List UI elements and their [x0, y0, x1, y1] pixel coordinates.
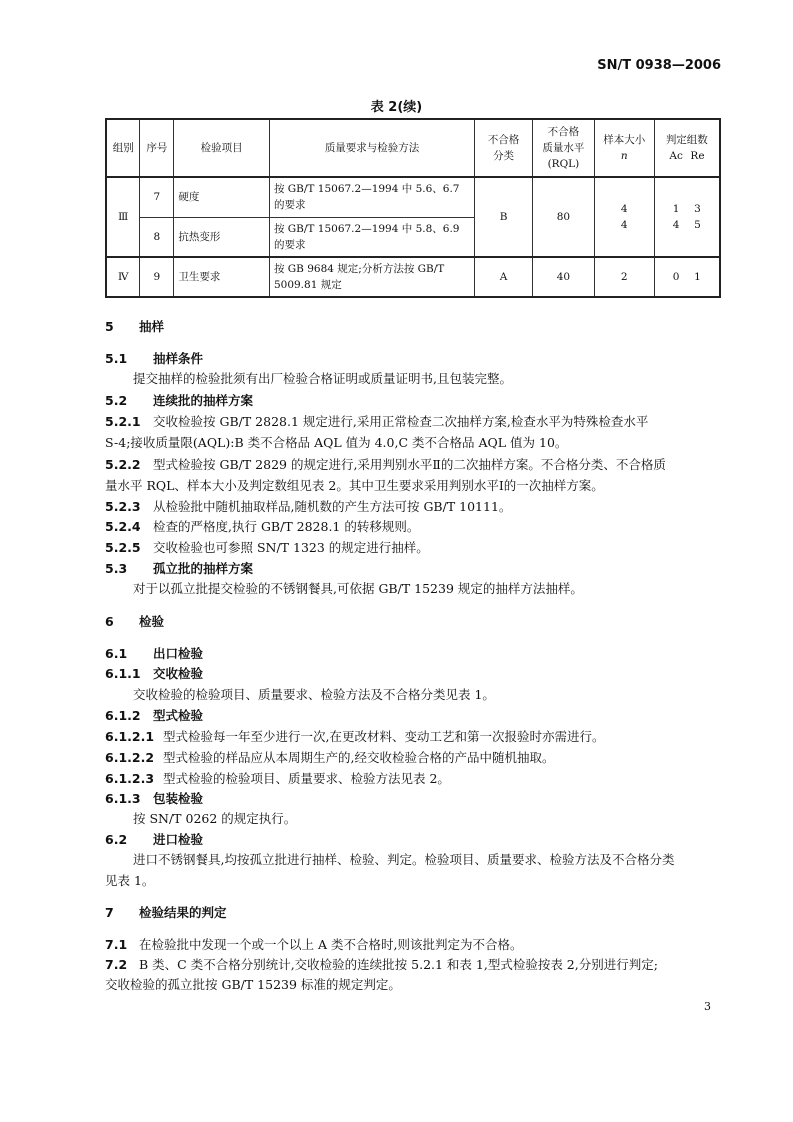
header-seq: 序号 [140, 119, 174, 177]
group-3-judge: 1 3 4 5 [654, 177, 720, 257]
paragraph: 交收检验的孤立批按 GB/T 15239 标准的规定判定。 [105, 977, 401, 992]
paragraph: 5.2.2 型式检验按 GB/T 2829 的规定进行,采用判别水平Ⅱ的二次抽样方案。不合格分类、不合格质 [105, 457, 666, 472]
paragraph: 交收检验的检验项目、质量要求、检验方法及不合格分类见表 1。 [133, 687, 495, 702]
section-heading: 5 抽样 [105, 319, 165, 334]
paragraph: 6.1.2.3 型式检验的检验项目、质量要求、检验方法见表 2。 [105, 771, 450, 786]
group-3-label: Ⅲ [106, 177, 140, 257]
paragraph: 提交抽样的检验批须有出厂检验合格证明或质量证明书,且包装完整。 [133, 371, 512, 386]
header-item: 检验项目 [174, 119, 270, 177]
paragraph: 7.1 在检验批中发现一个或一个以上 A 类不合格时,则该批判定为不合格。 [105, 937, 523, 952]
header-judge: 判定组数 Ac Re [654, 119, 720, 177]
section-heading: 6.1.2 型式检验 [105, 708, 204, 723]
group-3-rql: 80 [532, 177, 594, 257]
section-heading: 6.1.3 包装检验 [105, 791, 204, 806]
paragraph: 5.2.1 交收检验按 GB/T 2828.1 规定进行,采用正常检查二次抽样方案,检查水平为特殊检查水平 [105, 414, 649, 429]
paragraph: 5.2.4 检查的严格度,执行 GB/T 2828.1 的转移规则。 [105, 519, 420, 534]
header-group: 组别 [106, 119, 140, 177]
item-cell: 抗热变形 [174, 217, 270, 257]
item-cell: 卫生要求 [174, 257, 270, 297]
paragraph: 按 SN/T 0262 的规定执行。 [133, 811, 297, 826]
seq-cell: 8 [140, 217, 174, 257]
section-heading: 6 检验 [105, 614, 165, 629]
seq-cell: 7 [140, 177, 174, 217]
seq-cell: 9 [140, 257, 174, 297]
table-row [106, 257, 720, 297]
header-class: 不合格 分类 [475, 119, 533, 177]
requirement-cell: 按 GB 9684 规定;分析方法按 GB/T 5009.81 规定 [269, 257, 474, 297]
paragraph: 7.2 B 类、C 类不合格分别统计,交收检验的连续批按 5.2.1 和表 1,型式检验按表 2,分别进行判定; [105, 957, 658, 972]
section-heading: 5.3 孤立批的抽样方案 [105, 561, 254, 576]
class-cell: A [475, 257, 533, 297]
paragraph: 6.1.2.2 型式检验的样品应从本周期生产的,经交收检验合格的产品中随机抽取。 [105, 750, 555, 765]
judge-cell: 0 1 [654, 257, 720, 297]
page-number: 3 [704, 1000, 711, 1013]
sample-cell: 2 [594, 257, 654, 297]
table-row [106, 177, 720, 217]
paragraph: 见表 1。 [105, 873, 155, 888]
header-rql: 不合格 质量水平 (RQL) [532, 119, 594, 177]
group-3-sample: 4 4 [594, 177, 654, 257]
requirement-cell: 按 GB/T 15067.2—1994 中 5.8、6.9 的要求 [269, 217, 474, 257]
section-heading: 6.1.1 交收检验 [105, 666, 204, 681]
section-heading: 5.1 抽样条件 [105, 351, 204, 366]
standard-number: SN/T 0938—2006 [597, 58, 721, 73]
spec-table [105, 118, 721, 298]
requirement-cell: 按 GB/T 15067.2—1994 中 5.6、6.7 的要求 [269, 177, 474, 217]
header-sample: 样本大小 n [594, 119, 654, 177]
section-heading: 7 检验结果的判定 [105, 905, 227, 920]
item-cell: 硬度 [174, 177, 270, 217]
section-heading: 6.2 进口检验 [105, 832, 204, 847]
group-3-class: B [475, 177, 533, 257]
table-caption: 表 2(续) [370, 100, 423, 115]
table-header-row [106, 119, 720, 177]
paragraph: 5.2.5 交收检验也可参照 SN/T 1323 的规定进行抽样。 [105, 540, 429, 555]
group-4-label: Ⅳ [106, 257, 140, 297]
rql-cell: 40 [532, 257, 594, 297]
paragraph: 量水平 RQL、样本大小及判定数组见表 2。其中卫生要求采用判别水平Ⅰ的一次抽样方案。 [105, 478, 604, 493]
header-requirement: 质量要求与检验方法 [269, 119, 474, 177]
paragraph: 进口不锈钢餐具,均按孤立批进行抽样、检验、判定。检验项目、质量要求、检验方法及不合格分类 [133, 852, 675, 867]
paragraph: 5.2.3 从检验批中随机抽取样品,随机数的产生方法可按 GB/T 10111。 [105, 499, 512, 514]
paragraph: 对于以孤立批提交检验的不锈钢餐具,可依据 GB/T 15239 规定的抽样方法抽样。 [133, 581, 583, 596]
paragraph: 6.1.2.1 型式检验每一年至少进行一次,在更改材料、变动工艺和第一次报验时亦需进行。 [105, 729, 605, 744]
section-heading: 5.2 连续批的抽样方案 [105, 393, 254, 408]
section-heading: 6.1 出口检验 [105, 646, 204, 661]
paragraph: S-4;接收质量限(AQL):B 类不合格品 AQL 值为 4.0,C 类不合格品 AQL 值为 10。 [105, 435, 568, 450]
